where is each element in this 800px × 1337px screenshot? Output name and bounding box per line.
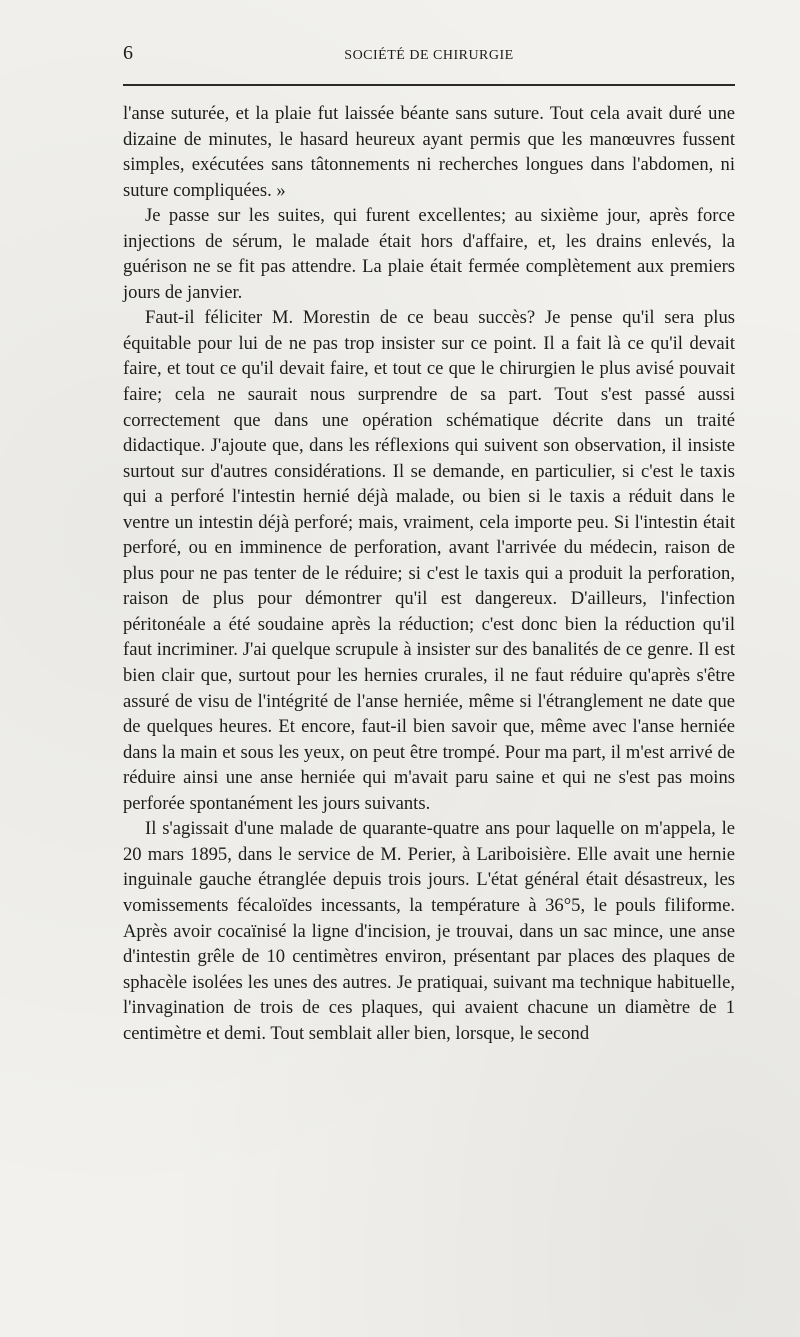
paragraph: Il s'agissait d'une malade de quarante-quatre ans pour laquelle on m'appela, le 20 mars 1895, dans le service de M. Perier, à Lariboisière. Elle avait une hernie inguinale gauche étranglée depuis trois jours. L'état général était désastreux, les vomissements fécaloïdes incessants, la température à 36°5, le pouls filiforme. Après avoir cocaïnisé la ligne d'incision, je trouvai, dans un sac mince, une anse d'intestin grêle de 10 centimètres environ, présentant par places des plaques de sphacèle isolées les unes des autres. Je pratiquai, suivant ma technique habituelle, l'invagination de trois de ces plaques, qui avaient chacune un diamètre de 1 centimètre et demi. Tout semblait aller bien, lorsque, le second <box>123 818 735 1044</box>
paragraph: l'anse suturée, et la plaie fut laissée béante sans suture. Tout cela avait duré une dizaine de minutes, le hasard heureux ayant permis que les manœuvres fussent simples, exécutées sans tâtonnements ni recherches longues dans l'abdomen, ni suture compliquées. » <box>123 103 735 201</box>
page-number: 6 <box>123 42 133 64</box>
page-header <box>123 40 735 70</box>
paragraph: Je passe sur les suites, qui furent excellentes; au sixième jour, après force injections de sérum, le malade était hors d'affaire, et, les drains enlevés, la guérison ne se fit pas attendre. La plaie était fermée complètement aux premiers jours de janvier. <box>123 205 735 303</box>
header-rule <box>123 84 735 86</box>
body-text <box>123 101 735 1046</box>
paragraph: Faut-il féliciter M. Morestin de ce beau succès? Je pense qu'il sera plus équitable pour lui de ne pas trop insister sur ce point. Il a fait là ce qu'il devait faire, et tout ce qu'il devait faire, et tout ce que le chirurgien le plus avisé pouvait faire; cela ne saurait nous surprendre de sa part. Tout s'est passé aussi correctement que dans une opération schématique décrite dans un traité didactique. J'ajoute que, dans les réflexions qui suivent son observation, il insiste surtout sur d'autres considérations. Il se demande, en particulier, si c'est le taxis qui a perforé l'intestin hernié déjà malade, ou bien si le taxis a réduit dans le ventre un intestin déjà perforé; mais, vraiment, cela importe peu. Si l'intestin était perforé, ou en imminence de perforation, avant l'arrivée du médecin, raison de plus pour ne pas tenter de le réduire; si c'est le taxis qui a produit la perforation, raison de plus pour démontrer qu'il est dangereux. D'ailleurs, l'infection péritonéale a été soudaine après la réduction; c'est donc bien la réduction qu'il faut incriminer. J'ai quelque scrupule à insister sur des banalités de ce genre. Il est bien clair que, surtout pour les hernies crurales, il ne faut réduire qu'après s'être assuré de visu de l'intégrité de l'anse herniée, même si l'étranglement ne date que de quelques heures. Et encore, faut-il bien savoir que, même avec l'anse herniée dans la main et sous les yeux, on peut être trompé. Pour ma part, il m'est arrivé de réduire ainsi une anse herniée qui m'avait paru saine et qui ne s'est pas moins perforée spontanément les jours suivants. <box>123 307 735 814</box>
running-title: SOCIÉTÉ DE CHIRURGIE <box>344 48 514 63</box>
